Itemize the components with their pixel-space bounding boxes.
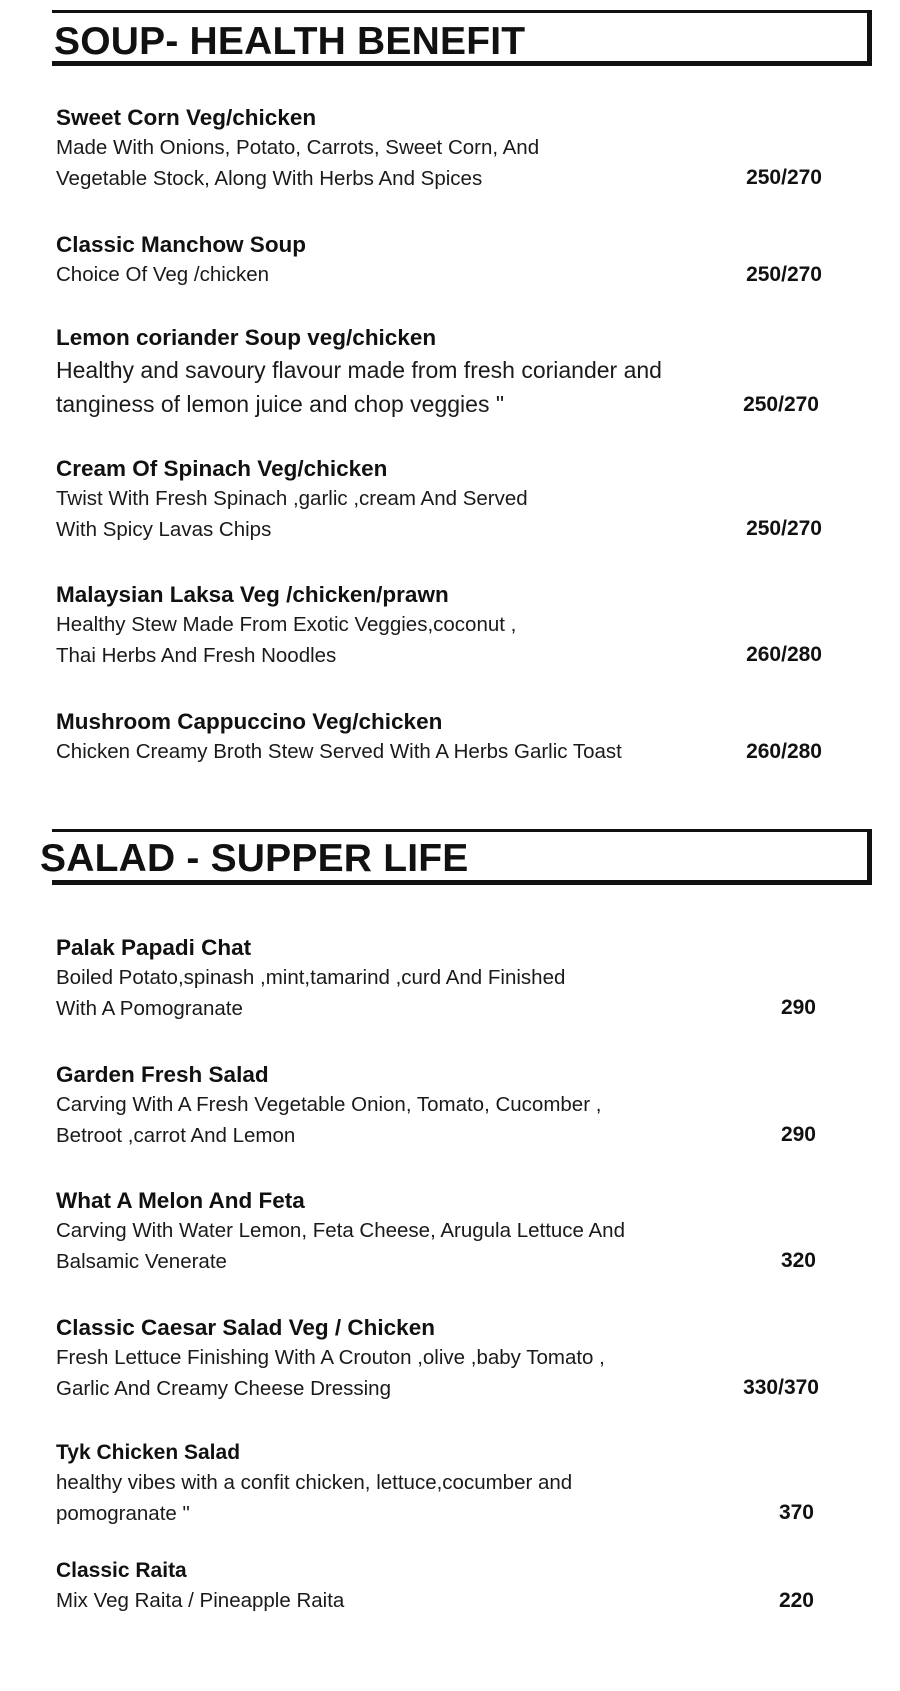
item-description: Carving With Water Lemon, Feta Cheese, Arugula Lettuce And Balsamic Venerate [56,1219,625,1273]
item-description: Chicken Creamy Broth Stew Served With A Herbs Garlic Toast [56,740,622,763]
menu-item [56,1556,846,1617]
menu-item [56,454,846,545]
item-price: 290 [780,1123,816,1146]
item-price: 250/270 [743,393,819,416]
item-name: Tyk Chicken Salad [56,1441,241,1464]
item-name: What A Melon And Feta [56,1188,305,1213]
item-name: Malaysian Laksa Veg /chicken/prawn [56,582,449,607]
item-price: 370 [778,1501,814,1524]
salad-section-title: SALAD - SUPPER LIFE [40,837,469,880]
item-description: Twist With Fresh Spinach ,garlic ,cream And Served With Spicy Lavas Chips [56,487,528,541]
item-description: healthy vibes with a confit chicken, lettuce,cocumber and pomogranate " [56,1471,573,1525]
item-name: Classic Caesar Salad Veg / Chicken [56,1315,435,1340]
item-price: 330/370 [743,1376,819,1399]
menu-item [56,323,846,421]
item-name: Classic Manchow Soup [56,232,307,257]
item-name: Mushroom Cappuccino Veg/chicken [56,709,443,734]
menu-item [56,580,846,671]
menu-item [56,1313,846,1404]
item-description: Mix Veg Raita / Pineapple Raita [56,1589,345,1612]
item-description: Healthy and savoury flavour made from fresh coriander and tanginess of lemon juice and chop veggies " [56,357,662,417]
item-name: Garden Fresh Salad [56,1062,269,1087]
menu-item [56,1438,846,1529]
item-description: Boiled Potato,spinash ,mint,tamarind ,curd And Finished With A Pomogranate [56,966,566,1020]
item-price: 220 [778,1588,814,1612]
item-name: Lemon coriander Soup veg/chicken [56,325,437,350]
item-description: Choice Of Veg /chicken [56,263,270,286]
item-price: 290 [780,996,816,1019]
item-description: Healthy Stew Made From Exotic Veggies,coconut , Thai Herbs And Fresh Noodles [56,613,517,667]
menu-item [56,103,846,194]
menu-item [56,933,846,1024]
item-price: 260/280 [746,643,822,666]
menu-item [56,1060,846,1151]
item-price: 320 [780,1249,816,1272]
item-name: Cream Of Spinach Veg/chicken [56,456,388,481]
menu-item [56,707,846,768]
item-price: 260/280 [746,739,822,763]
item-name: Palak Papadi Chat [56,935,252,960]
item-price: 250/270 [746,517,822,540]
item-price: 250/270 [746,262,822,286]
item-price: 250/270 [746,166,822,189]
menu-item [56,230,846,291]
item-name: Classic Raita [56,1559,187,1582]
item-description: Made With Onions, Potato, Carrots, Sweet Corn, And Vegetable Stock, Along With Herbs And Spices [56,136,540,190]
menu-item [56,1186,846,1277]
item-name: Sweet Corn Veg/chicken [56,105,317,130]
item-description: Fresh Lettuce Finishing With A Crouton ,olive ,baby Tomato , Garlic And Creamy Cheese Dressing [56,1346,605,1400]
soup-section-title: SOUP- HEALTH BENEFIT [54,20,526,63]
item-description: Carving With A Fresh Vegetable Onion, Tomato, Cucomber , Betroot ,carrot And Lemon [56,1093,602,1147]
